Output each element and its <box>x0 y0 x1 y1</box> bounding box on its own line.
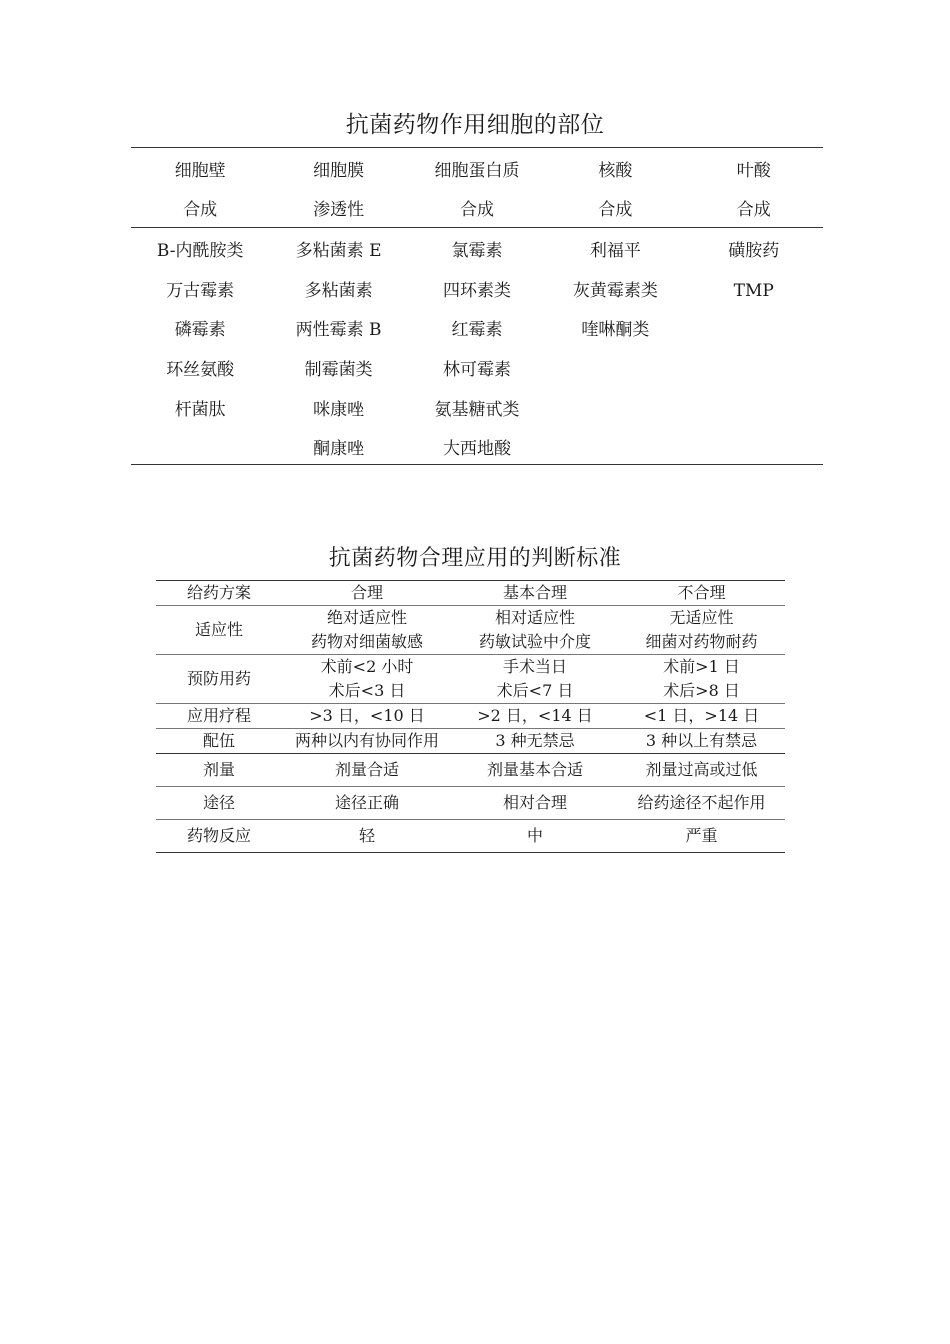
table-row <box>131 231 823 271</box>
table1-title: 抗菌药物作用细胞的部位 <box>345 112 605 138</box>
table-cell <box>685 390 823 430</box>
table-row <box>156 729 785 754</box>
table-row <box>156 787 785 820</box>
table-row <box>156 704 785 729</box>
cell-line: 术后<7 日 <box>496 681 574 700</box>
table-cell: >2 日，<14 日 <box>452 704 618 729</box>
table1-top-rule <box>131 147 823 148</box>
header-cell: 渗透性 <box>313 200 365 220</box>
table1-bottom-rule <box>131 464 823 465</box>
table-cell: 氨基糖甙类 <box>434 400 520 420</box>
header-cell: 给药方案 <box>156 581 282 606</box>
table-cell <box>546 429 684 469</box>
table-cell: 两性霉素 B <box>295 320 382 340</box>
table-row <box>131 271 823 311</box>
table-cell: <1 日，>14 日 <box>618 704 785 729</box>
row-label: 剂量 <box>156 754 282 787</box>
table-cell <box>685 310 823 350</box>
table-cell: 两种以内有协同作用 <box>282 729 452 754</box>
cell-line: 术后>8 日 <box>663 681 740 700</box>
rational-use-criteria-table <box>156 580 785 853</box>
header-cell: 合成 <box>459 200 494 220</box>
table-cell: 四环素类 <box>442 281 511 301</box>
row-label: 预防用药 <box>156 655 282 704</box>
row-label: 配伍 <box>156 729 282 754</box>
table-row <box>131 350 823 390</box>
row-label: 应用疗程 <box>156 704 282 729</box>
cell-line: 绝对适应性 <box>326 608 407 627</box>
table-cell: 途径正确 <box>282 787 452 820</box>
table-cell: 给药途径不起作用 <box>618 787 785 820</box>
table-row <box>131 429 823 469</box>
table-cell: 利福平 <box>589 241 641 261</box>
cell-line: 药物对细菌敏感 <box>310 632 423 651</box>
table-cell: >3 日，<10 日 <box>282 704 452 729</box>
table-cell: 3 种以上有禁忌 <box>618 729 785 754</box>
table-cell: 万古霉素 <box>166 281 235 301</box>
table-cell: 红霉素 <box>451 320 503 340</box>
table-row <box>156 754 785 787</box>
table-row <box>131 310 823 350</box>
table-cell: 剂量合适 <box>282 754 452 787</box>
table-cell <box>685 429 823 469</box>
table-row <box>156 820 785 853</box>
table-row <box>156 655 785 704</box>
table-cell: 喹啉酮类 <box>581 320 650 340</box>
table-cell <box>131 429 269 469</box>
table-row <box>156 606 785 655</box>
table1-header-row <box>131 190 823 230</box>
table-cell: 严重 <box>618 820 785 853</box>
table-cell <box>452 606 618 655</box>
table-cell: B-内酰胺类 <box>156 241 244 261</box>
table2-title: 抗菌药物合理应用的判断标准 <box>328 546 622 571</box>
table-cell: 磺胺药 <box>728 241 780 261</box>
table-cell: 杆菌肽 <box>174 400 226 420</box>
table-cell: 制霉菌类 <box>304 360 373 380</box>
table-row <box>131 390 823 430</box>
table-cell: 多粘菌素 E <box>295 241 382 261</box>
header-cell: 细胞蛋白质 <box>434 161 520 181</box>
header-cell: 不合理 <box>618 581 785 606</box>
table-cell: 氯霉素 <box>451 241 503 261</box>
header-cell: 核酸 <box>598 161 633 181</box>
header-cell: 细胞膜 <box>313 161 365 181</box>
header-cell: 合成 <box>183 200 218 220</box>
table-cell: 多粘菌素 <box>304 281 373 301</box>
table1-header-row <box>131 151 823 191</box>
header-cell: 合理 <box>282 581 452 606</box>
header-cell: 合成 <box>598 200 633 220</box>
table2-header-row <box>156 581 785 606</box>
table-cell: 轻 <box>282 820 452 853</box>
header-cell: 叶酸 <box>736 161 771 181</box>
table-cell: 大西地酸 <box>442 439 511 459</box>
table-cell: 磷霉素 <box>174 320 226 340</box>
table-cell: 剂量过高或过低 <box>618 754 785 787</box>
cell-line: 术前<2 小时 <box>320 657 414 676</box>
table-cell: 中 <box>452 820 618 853</box>
table-cell: 环丝氨酸 <box>166 360 235 380</box>
table-cell <box>546 390 684 430</box>
cell-line: 术后<3 日 <box>328 681 406 700</box>
table-cell <box>282 655 452 704</box>
table-cell <box>282 606 452 655</box>
cell-line: 相对适应性 <box>494 608 575 627</box>
table-cell: 咪康唑 <box>313 400 365 420</box>
header-cell: 合成 <box>736 200 771 220</box>
table-cell: 剂量基本合适 <box>452 754 618 787</box>
row-label: 适应性 <box>156 606 282 655</box>
table-cell: 3 种无禁忌 <box>452 729 618 754</box>
table1-header-rule <box>131 227 823 228</box>
cell-line: 药敏试验中介度 <box>478 632 591 651</box>
cell-line: 细菌对药物耐药 <box>645 632 758 651</box>
table-cell <box>452 655 618 704</box>
row-label: 途径 <box>156 787 282 820</box>
table-cell <box>685 350 823 390</box>
table-cell: 灰黄霉素类 <box>572 281 658 301</box>
row-label: 药物反应 <box>156 820 282 853</box>
cell-line: 手术当日 <box>502 657 567 676</box>
table-cell <box>618 606 785 655</box>
table-cell: 林可霉素 <box>442 360 511 380</box>
cell-line: 术前>1 日 <box>663 657 740 676</box>
header-cell: 细胞壁 <box>174 161 226 181</box>
table-cell: 酮康唑 <box>313 439 365 459</box>
table-cell: TMP <box>733 281 774 301</box>
table-cell <box>546 350 684 390</box>
table-cell <box>618 655 785 704</box>
table-cell: 相对合理 <box>452 787 618 820</box>
cell-line: 无适应性 <box>669 608 734 627</box>
header-cell: 基本合理 <box>452 581 618 606</box>
